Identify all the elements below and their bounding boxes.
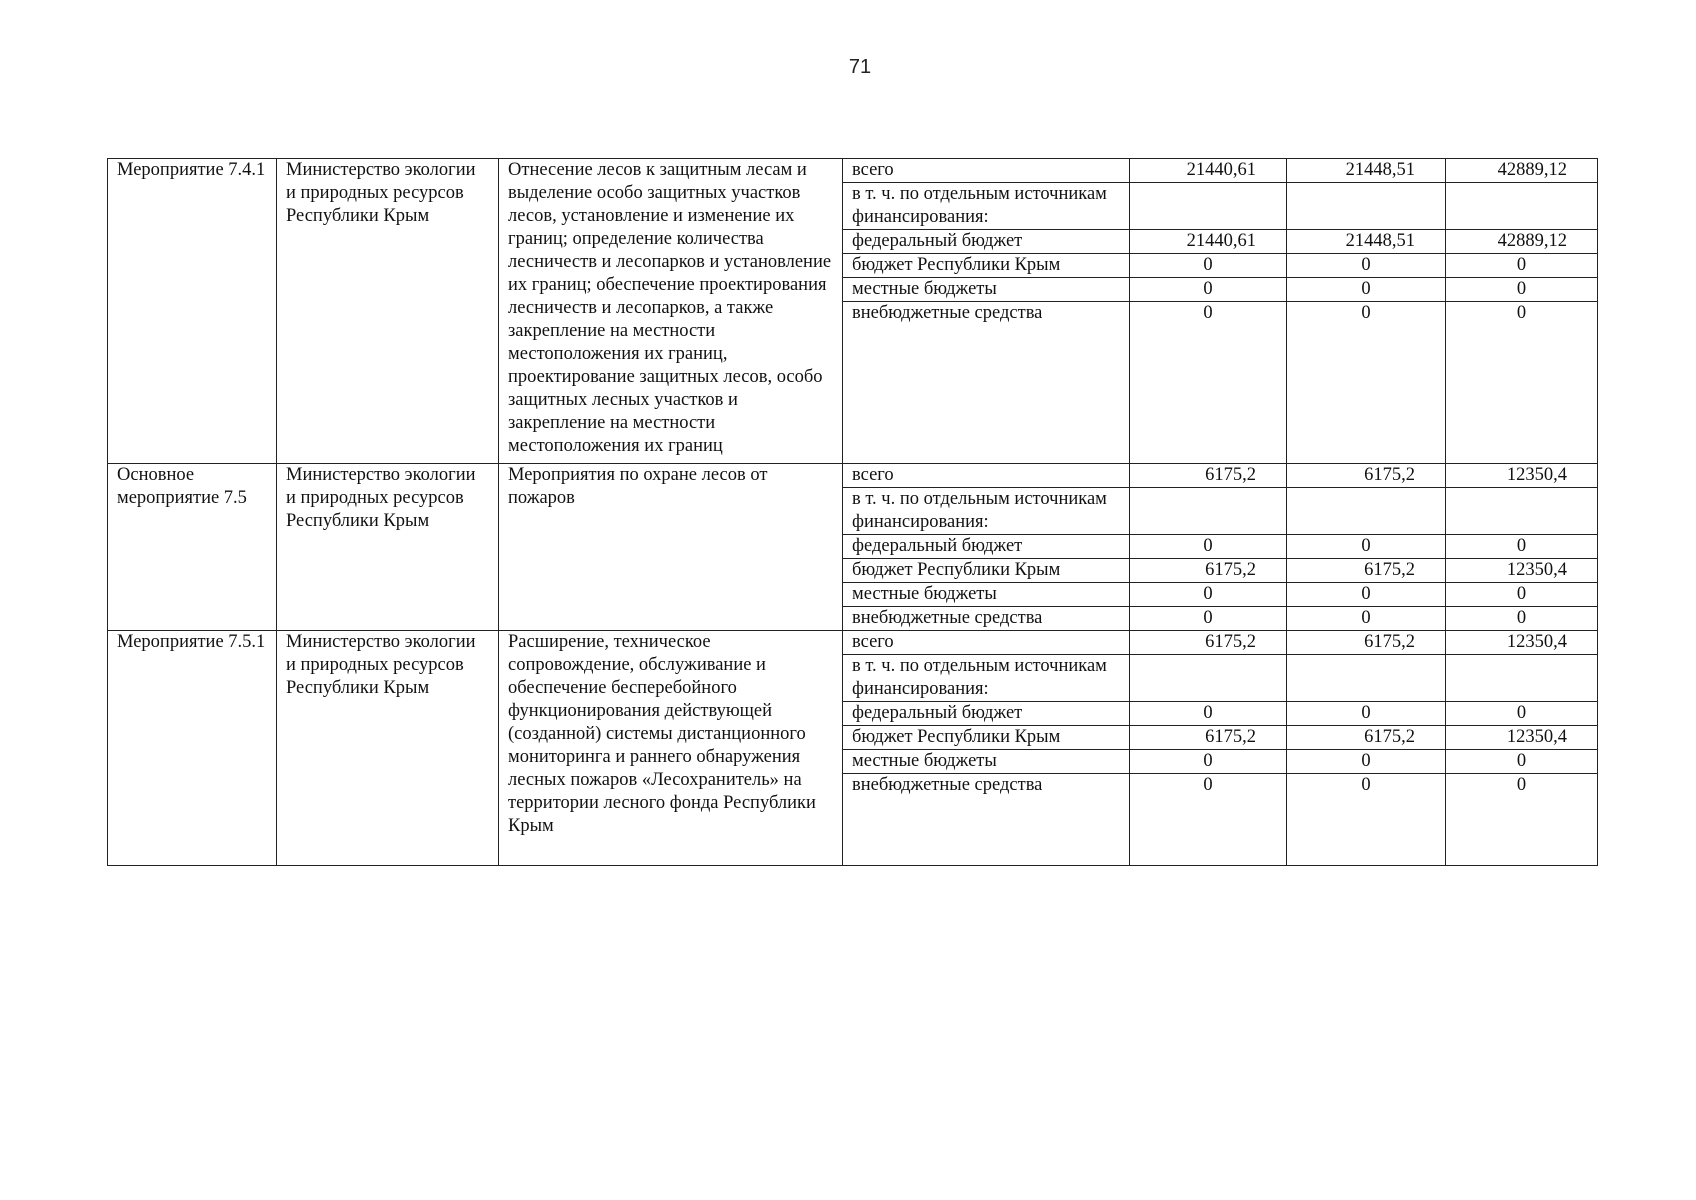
value-cell: 0 <box>1130 278 1287 302</box>
value-cell: 0 <box>1287 607 1446 631</box>
value-cell: 0 <box>1446 278 1598 302</box>
funding-source-cell: федеральный бюджет <box>843 230 1130 254</box>
value-cell <box>1287 488 1446 535</box>
funding-source-cell: всего <box>843 631 1130 655</box>
table-row <box>108 159 1598 183</box>
executor-cell: Министерство экологии и природных ресурсов Республики Крым <box>277 464 499 631</box>
value-cell: 0 <box>1287 535 1446 559</box>
funding-source-cell: в т. ч. по отдельным источникам финансирования: <box>843 655 1130 702</box>
value-cell: 6175,2 <box>1287 631 1446 655</box>
value-cell <box>1130 655 1287 702</box>
value-cell: 0 <box>1130 254 1287 278</box>
funding-source-cell: внебюджетные средства <box>843 607 1130 631</box>
value-cell: 6175,2 <box>1287 559 1446 583</box>
value-cell: 0 <box>1446 535 1598 559</box>
value-cell: 42889,12 <box>1446 230 1598 254</box>
description-cell: Расширение, техническое сопровождение, обслуживание и обеспечение бесперебойного функционирования действующей (созданной) системы дистанционного мониторинга и раннего обнаружения лесных пожаров «Лесохранитель» на территории лесного фонда Республики Крым <box>499 631 843 866</box>
value-cell: 0 <box>1446 774 1598 866</box>
value-cell: 0 <box>1287 254 1446 278</box>
funding-source-cell: бюджет Республики Крым <box>843 726 1130 750</box>
value-cell: 0 <box>1287 278 1446 302</box>
value-cell <box>1287 183 1446 230</box>
value-cell: 0 <box>1446 254 1598 278</box>
value-cell: 0 <box>1287 774 1446 866</box>
value-cell: 0 <box>1287 583 1446 607</box>
value-cell: 0 <box>1287 302 1446 464</box>
value-cell: 0 <box>1446 302 1598 464</box>
value-cell: 0 <box>1287 702 1446 726</box>
value-cell: 0 <box>1130 535 1287 559</box>
value-cell: 0 <box>1446 750 1598 774</box>
funding-source-cell: федеральный бюджет <box>843 702 1130 726</box>
executor-cell: Министерство экологии и природных ресурсов Республики Крым <box>277 159 499 464</box>
funding-table <box>107 158 1598 866</box>
value-cell <box>1446 655 1598 702</box>
description-cell: Отнесение лесов к защитным лесам и выделение особо защитных участков лесов, установление и изменение их границ; определение количества лесничеств и лесопарков и установление их границ; обеспечение проектирования лесничеств и лесопарков, а также закрепление на местности местоположения их границ, проектирование защитных лесов, особо защитных лесных участков и закрепление на местности местоположения их границ <box>499 159 843 464</box>
value-cell: 0 <box>1130 302 1287 464</box>
value-cell: 0 <box>1446 607 1598 631</box>
value-cell: 6175,2 <box>1130 559 1287 583</box>
value-cell: 0 <box>1130 774 1287 866</box>
value-cell <box>1446 183 1598 230</box>
value-cell <box>1130 183 1287 230</box>
value-cell: 21448,51 <box>1287 230 1446 254</box>
value-cell: 6175,2 <box>1287 464 1446 488</box>
funding-source-cell: местные бюджеты <box>843 750 1130 774</box>
value-cell: 6175,2 <box>1130 464 1287 488</box>
value-cell: 0 <box>1130 583 1287 607</box>
measure-code-cell: Мероприятие 7.5.1 <box>108 631 277 866</box>
executor-cell: Министерство экологии и природных ресурсов Республики Крым <box>277 631 499 866</box>
value-cell: 12350,4 <box>1446 559 1598 583</box>
value-cell <box>1287 655 1446 702</box>
funding-source-cell: бюджет Республики Крым <box>843 254 1130 278</box>
value-cell: 6175,2 <box>1130 726 1287 750</box>
table-row <box>108 464 1598 488</box>
funding-source-cell: в т. ч. по отдельным источникам финансирования: <box>843 488 1130 535</box>
value-cell: 12350,4 <box>1446 631 1598 655</box>
value-cell: 12350,4 <box>1446 464 1598 488</box>
value-cell <box>1446 488 1598 535</box>
table-row <box>108 631 1598 655</box>
funding-source-cell: внебюджетные средства <box>843 774 1130 866</box>
description-cell: Мероприятия по охране лесов от пожаров <box>499 464 843 631</box>
value-cell: 12350,4 <box>1446 726 1598 750</box>
value-cell: 0 <box>1130 607 1287 631</box>
value-cell: 42889,12 <box>1446 159 1598 183</box>
funding-source-cell: всего <box>843 159 1130 183</box>
funding-source-cell: всего <box>843 464 1130 488</box>
value-cell: 0 <box>1130 750 1287 774</box>
funding-source-cell: внебюджетные средства <box>843 302 1130 464</box>
funding-source-cell: бюджет Республики Крым <box>843 559 1130 583</box>
value-cell: 21440,61 <box>1130 159 1287 183</box>
funding-source-cell: местные бюджеты <box>843 278 1130 302</box>
value-cell: 21448,51 <box>1287 159 1446 183</box>
value-cell: 6175,2 <box>1287 726 1446 750</box>
measure-code-cell: Мероприятие 7.4.1 <box>108 159 277 464</box>
funding-source-cell: местные бюджеты <box>843 583 1130 607</box>
value-cell: 0 <box>1446 702 1598 726</box>
value-cell: 0 <box>1446 583 1598 607</box>
page-number: 71 <box>848 56 872 78</box>
value-cell <box>1130 488 1287 535</box>
value-cell: 6175,2 <box>1130 631 1287 655</box>
measure-code-cell: Основное мероприятие 7.5 <box>108 464 277 631</box>
funding-source-cell: в т. ч. по отдельным источникам финансирования: <box>843 183 1130 230</box>
value-cell: 21440,61 <box>1130 230 1287 254</box>
value-cell: 0 <box>1130 702 1287 726</box>
value-cell: 0 <box>1287 750 1446 774</box>
funding-source-cell: федеральный бюджет <box>843 535 1130 559</box>
